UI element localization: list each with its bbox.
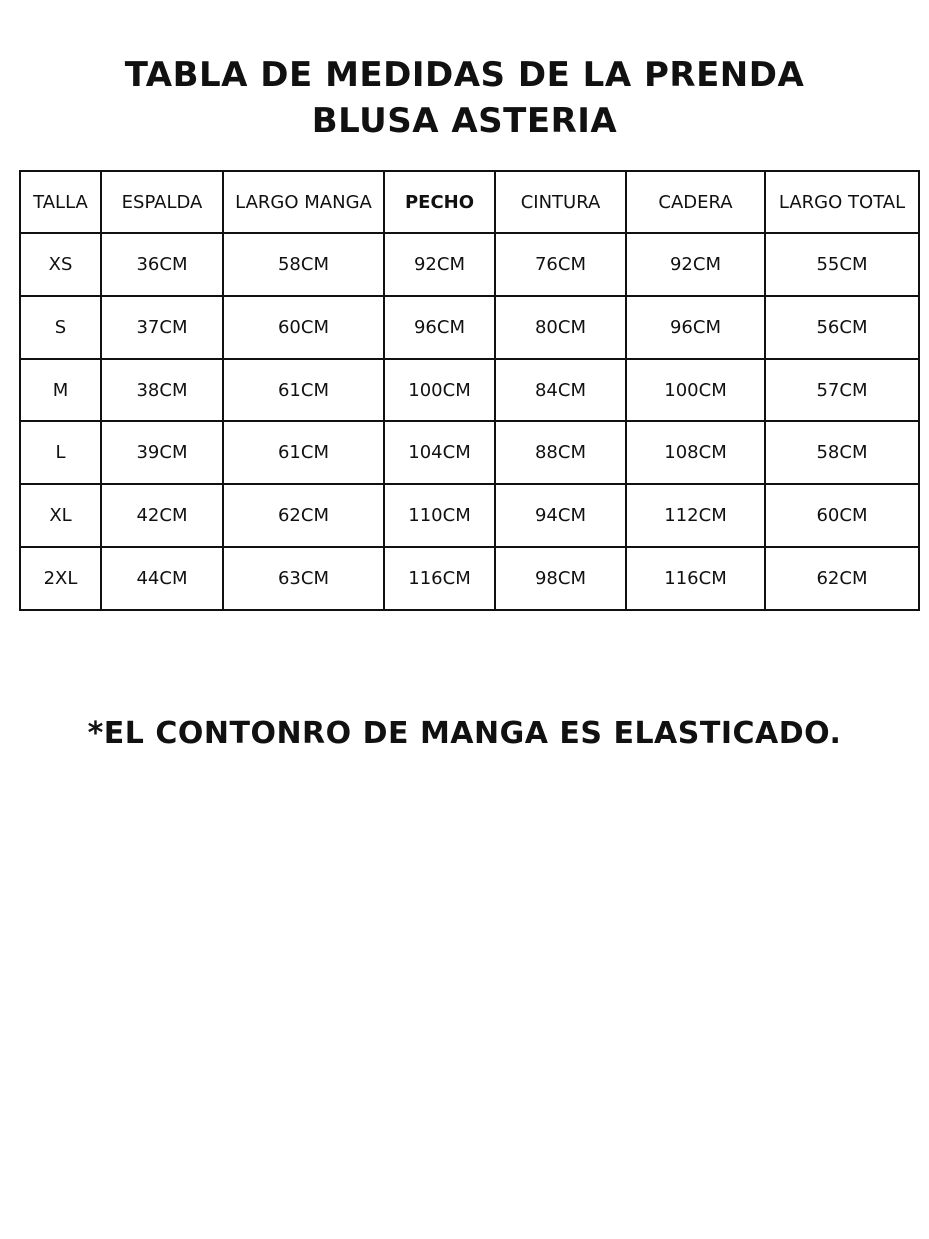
table-cell: 94CM [495,484,626,547]
table-cell: 84CM [495,359,626,422]
table-cell: XL [20,484,101,547]
table-row [20,547,919,610]
table-cell: 76CM [495,233,626,296]
table-cell: 100CM [626,359,765,422]
table-cell: 44CM [101,547,223,610]
table-cell: 88CM [495,421,626,484]
header-cadera: CADERA [626,171,765,233]
header-espalda: ESPALDA [101,171,223,233]
table-cell: 58CM [223,233,384,296]
header-cintura: CINTURA [495,171,626,233]
table-cell: 112CM [626,484,765,547]
table-cell: 92CM [384,233,495,296]
table-header-row [20,171,919,233]
table-cell: 110CM [384,484,495,547]
table-cell: 116CM [384,547,495,610]
table-cell: 100CM [384,359,495,422]
page-subtitle: BLUSA ASTERIA [311,101,618,141]
table-cell: 60CM [765,484,919,547]
table-row [20,296,919,359]
table-cell: 116CM [626,547,765,610]
table-cell: 42CM [101,484,223,547]
table-row [20,421,919,484]
table-cell: 58CM [765,421,919,484]
table-cell: M [20,359,101,422]
sleeve-note: *EL CONTONRO DE MANGA ES ELASTICADO. [87,716,842,751]
table-cell: 96CM [384,296,495,359]
table-cell: S [20,296,101,359]
header-largo-total: LARGO TOTAL [765,171,919,233]
table-cell: 36CM [101,233,223,296]
table-cell: 57CM [765,359,919,422]
table-cell: 62CM [765,547,919,610]
table-cell: 61CM [223,359,384,422]
header-largo-manga: LARGO MANGA [223,171,384,233]
table-cell: 92CM [626,233,765,296]
table-cell: 55CM [765,233,919,296]
table-cell: 38CM [101,359,223,422]
table-cell: 37CM [101,296,223,359]
table-row [20,233,919,296]
table-cell: 63CM [223,547,384,610]
table-cell: 96CM [626,296,765,359]
table-cell: XS [20,233,101,296]
table-cell: 60CM [223,296,384,359]
header-talla: TALLA [20,171,101,233]
header-pecho: PECHO [384,171,495,233]
table-row [20,359,919,422]
table-cell: 2XL [20,547,101,610]
size-chart-table [19,170,920,611]
table-cell: 39CM [101,421,223,484]
table-cell: 61CM [223,421,384,484]
table-cell: 108CM [626,421,765,484]
page-title: TABLA DE MEDIDAS DE LA PRENDA [124,55,805,95]
table-cell: 104CM [384,421,495,484]
table-cell: 56CM [765,296,919,359]
table-cell: 98CM [495,547,626,610]
table-cell: 80CM [495,296,626,359]
table-cell: 62CM [223,484,384,547]
table-row [20,484,919,547]
table-cell: L [20,421,101,484]
